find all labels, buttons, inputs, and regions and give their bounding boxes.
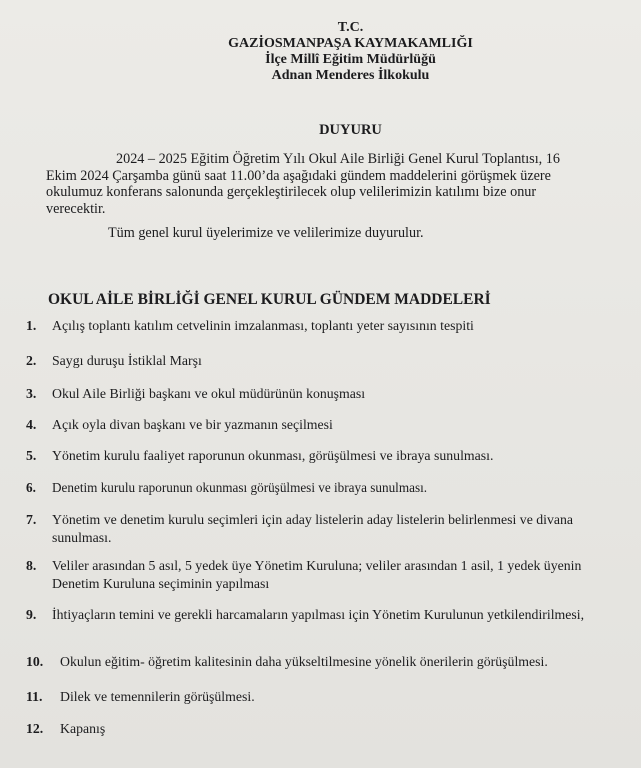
agenda-item	[26, 447, 616, 465]
agenda-item	[26, 688, 616, 706]
agenda-item	[26, 317, 616, 335]
agenda-item-number: 9.	[26, 607, 37, 622]
agenda-item	[26, 557, 616, 593]
agenda-item-number: 6.	[26, 480, 36, 495]
agenda-item-text: Saygı duruşu İstiklal Marşı	[52, 353, 202, 368]
agenda-item-number: 10.	[26, 654, 44, 669]
agenda-item-text: Kapanış	[60, 721, 106, 736]
agenda-item-text: Okul Aile Birliği başkanı ve okul müdürünün konuşması	[52, 386, 366, 401]
agenda-item	[26, 511, 616, 547]
document-header	[30, 20, 641, 84]
agenda-item-text: Veliler arasından 5 asıl, 5 yedek üye Yönetim Kuruluna; veliler arasından 1 asil, 1 yedek üyenin Denetim Kuruluna seçiminin yapılması	[52, 558, 582, 591]
agenda-item	[26, 385, 616, 403]
agenda-item-number: 12.	[26, 721, 44, 736]
agenda-item-text: Açılış toplantı katılım cetvelinin imzalanması, toplantı yeter sayısının tespiti	[52, 318, 474, 333]
agenda-item-text: Denetim kurulu raporunun okunması görüşülmesi ve ibraya sunulması.	[52, 480, 428, 495]
agenda-item-number: 5.	[26, 448, 37, 463]
header-education-directorate: İlçe Millî Eğitim Müdürlüğü	[265, 52, 436, 67]
agenda-item-number: 11.	[26, 689, 43, 704]
agenda-item-number: 4.	[26, 417, 37, 432]
agenda-item	[26, 720, 616, 738]
agenda-item	[26, 479, 616, 497]
agenda-item-text: Yönetim kurulu faaliyet raporunun okunması, görüşülmesi ve ibraya sunulması.	[52, 448, 494, 463]
agenda-item-number: 7.	[26, 512, 37, 527]
header-tc: T.C.	[337, 20, 364, 35]
agenda-item-text: Yönetim ve denetim kurulu seçimleri için aday listelerin aday listelerin belirlenmesi ve divana sunulması.	[52, 512, 574, 545]
agenda-item-number: 1.	[26, 318, 37, 333]
header-school-name: Adnan Menderes İlkokulu	[271, 68, 430, 83]
announcement-paragraph: 2024 – 2025 Eğitim Öğretim Yılı Okul Aile Birliği Genel Kurul Toplantısı, 16 Ekim 2024 Çarşamba günü saat 11.00’da aşağıdaki gündem maddelerini görüşmek üzere okulumuz konferans salonunda gerçekleştirilecek olup velilerimizin katılımı bize onur verecektir.	[46, 151, 560, 217]
announcement-paragraph-2: Tüm genel kurul üyelerimize ve velilerimize duyurulur.	[108, 225, 424, 241]
agenda-item-number: 2.	[26, 353, 37, 368]
agenda-item-text: Açık oyla divan başkanı ve bir yazmanın seçilmesi	[52, 417, 333, 432]
agenda-item	[26, 416, 616, 434]
agenda-title: OKUL AİLE BİRLİĞİ GENEL KURUL GÜNDEM MADDELERİ	[48, 291, 491, 308]
agenda-item-number: 3.	[26, 386, 37, 401]
agenda-item-text: İhtiyaçların temini ve gerekli harcamaların yapılması için Yönetim Kurulunun yetkilendirilmesi,	[52, 607, 585, 622]
agenda-item	[26, 653, 616, 671]
announcement-title: DUYURU	[319, 122, 382, 138]
agenda-item-number: 8.	[26, 558, 37, 573]
agenda-item-text: Dilek ve temennilerin görüşülmesi.	[60, 689, 255, 704]
agenda-item	[26, 606, 616, 624]
header-district-governorship: GAZİOSMANPAŞA KAYMAKAMLIĞI	[228, 36, 473, 51]
agenda-item-text: Okulun eğitim- öğretim kalitesinin daha yükseltilmesine yönelik önerilerin görüşülmesi.	[60, 654, 548, 669]
agenda-item	[26, 352, 616, 370]
